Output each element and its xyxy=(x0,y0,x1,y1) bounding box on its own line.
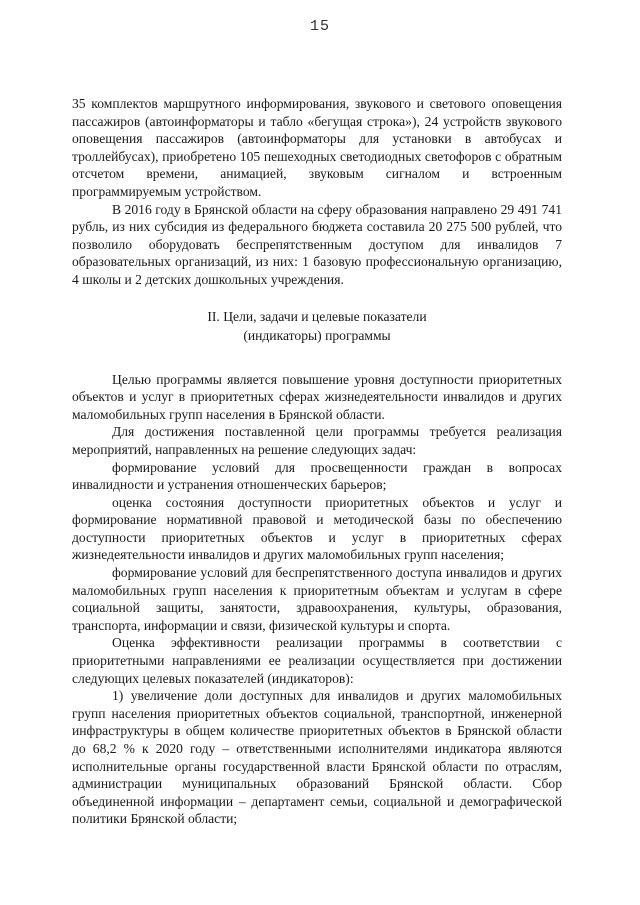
paragraph-task-assessment: оценка состояния доступности приоритетных объектов и услуг и формирование нормативной правовой и методической базы по обеспечению доступности приоритетных объектов и услуг в приоритетных сферах жизнедеятельности инвалидов и других маломобильных групп населения; xyxy=(72,494,562,563)
paragraph-transport-equipment: 35 комплектов маршрутного информирования, звукового и светового оповещения пассажиров (автоинформаторы и табло «бегущая строка»), 24 устройств звукового оповещения пассажиров (автоинформаторы для установки в автобусах и троллейбусах), приобретено 105 пешеходных светодиодных светофоров с обратным отсчетом времени, анимацией, звуковым сигналом и встроенным программируемым устройством. xyxy=(72,96,562,199)
document-body xyxy=(72,95,562,828)
paragraph-task-awareness: формирование условий для просвещенности граждан в вопросах инвалидности и устранения отношенческих барьеров; xyxy=(72,459,562,493)
paragraph-education-funding: В 2016 году в Брянской области на сферу образования направлено 29 491 741 рубль, из них субсидия из федерального бюджета составила 20 275 500 рублей, что позволило оборудовать беспрепятственным доступом для инвалидов 7 образовательных организаций, из них: 1 базовую профессиональную организацию, 4 школы и 2 детских дошкольных учреждения. xyxy=(72,201,562,287)
section-heading xyxy=(72,307,562,345)
page-number: 15 xyxy=(309,18,330,35)
section-heading-line-2: (индикаторы) программы xyxy=(243,327,391,343)
section-heading-line-1: II. Цели, задачи и целевые показатели xyxy=(207,308,427,324)
paragraph-tasks-intro: Для достижения поставленной цели программы требуется реализация мероприятий, направленных на решение следующих задач: xyxy=(72,424,562,457)
paragraph-program-goal: Целью программы является повышение уровня доступности приоритетных объектов и услуг в приоритетных сферах жизнедеятельности инвалидов и других маломобильных групп населения в Брянской области. xyxy=(72,371,562,422)
paragraph-indicator-1: 1) увеличение доли доступных для инвалидов и других маломобильных групп населения приоритетных объектов социальной, транспортной, инженерной инфраструктуры в общем количестве приоритетных объектов в Брянской области до 68,2 % к 2020 году – ответственными исполнителями индикатора являются исполнительные органы государственной власти Брянской области по отраслям, администрации муниципальных образований Брянской области. Сбор объединенной информации – департамент семьи, социальной и демографической политики Брянской области; xyxy=(72,688,562,827)
paragraph-evaluation: Оценка эффективности реализации программы в соответствии с приоритетными направлениями ее реализации осуществляется при достижении следующих целевых показателей (индикаторов): xyxy=(72,635,562,686)
paragraph-task-access: формирование условий для беспрепятственного доступа инвалидов и других маломобильных групп населения к приоритетным объектам и услугам в сфере социальной защиты, занятости, здравоохранения, культуры, образования, транспорта, информации и связи, физической культуры и спорта. xyxy=(72,565,562,633)
